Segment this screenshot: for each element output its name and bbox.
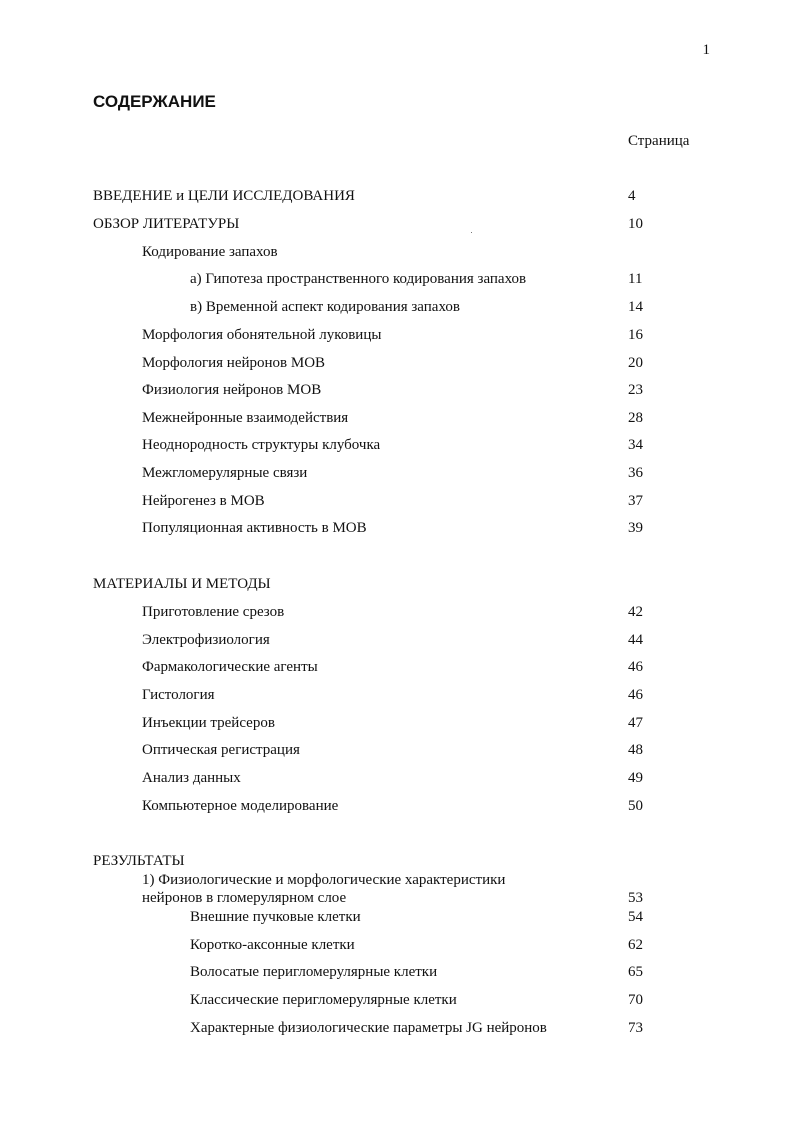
toc-entry-page: 46 [628, 687, 643, 703]
toc-entry-label-line2: нейронов в гломерулярном слое [142, 890, 347, 906]
toc-entry-page: 44 [628, 632, 643, 648]
page-number: 1 [702, 42, 710, 58]
toc-entry-label: Физиология нейронов МОВ [142, 382, 322, 398]
toc-entry-page: 73 [628, 1020, 643, 1036]
toc-entry-optical-recording[interactable] [0, 738, 794, 762]
toc-entry-label: ОБЗОР ЛИТЕРАТУРЫ [93, 216, 240, 232]
toc-entry-page: 53 [628, 890, 643, 906]
toc-entry-label: ВВЕДЕНИЕ и ЦЕЛИ ИССЛЕДОВАНИЯ [93, 188, 355, 204]
toc-entry-label: Волосатые перигломерулярные клетки [190, 964, 438, 980]
toc-entry-label: Гистология [142, 687, 215, 703]
toc-entry-glomerulus-heterogeneity[interactable] [0, 433, 794, 457]
toc-entry-label: Межгломерулярные связи [142, 465, 308, 481]
toc-entry-label: Внешние пучковые клетки [190, 909, 361, 925]
toc-entry-page: 70 [628, 992, 643, 1008]
toc-entry-page: 36 [628, 465, 643, 481]
toc-entry-label: МАТЕРИАЛЫ И МЕТОДЫ [93, 576, 271, 592]
toc-entry-label: Межнейронные взаимодействия [142, 410, 349, 426]
toc-entry-label: Нейрогенез в МОВ [142, 493, 265, 509]
toc-entry-bulb-morphology[interactable] [0, 323, 794, 347]
toc-entry-label: Классические перигломерулярные клетки [190, 992, 457, 1008]
toc-entry-page: 10 [628, 216, 643, 232]
toc-entry-literature-review[interactable] [0, 212, 794, 236]
toc-entry-page: 23 [628, 382, 643, 398]
toc-entry-label: Морфология нейронов МОВ [142, 355, 326, 371]
toc-entry-interneuron-interactions[interactable] [0, 406, 794, 430]
toc-entry-population-activity[interactable] [0, 516, 794, 540]
toc-entry-label: Оптическая регистрация [142, 742, 300, 758]
toc-entry-odor-coding[interactable] [0, 240, 794, 264]
toc-entry-pharmacological-agents[interactable] [0, 655, 794, 679]
toc-entry-label: Электрофизиология [142, 632, 270, 648]
toc-entry-page: 42 [628, 604, 643, 620]
toc-entry-hairy-pg-cells[interactable] [0, 960, 794, 984]
toc-entry-page: 28 [628, 410, 643, 426]
toc-entry-label-line1: 1) Физиологические и морфологические характеристики [142, 872, 506, 888]
toc-entry-short-axon-cells[interactable] [0, 933, 794, 957]
toc-entry-page: 47 [628, 715, 643, 731]
toc-entry-label: в) Временной аспект кодирования запахов [190, 299, 460, 315]
toc-entry-page: 16 [628, 327, 643, 343]
toc-entry-computer-modeling[interactable] [0, 794, 794, 818]
toc-entry-neuron-morphology[interactable] [0, 351, 794, 375]
toc-entry-label: а) Гипотеза пространственного кодирования запахов [190, 271, 527, 287]
toc-entry-page: 14 [628, 299, 643, 315]
toc-entry-label: Неоднородность структуры клубочка [142, 437, 381, 453]
toc-entry-slice-preparation[interactable] [0, 600, 794, 624]
toc-entry-label: Инъекции трейсеров [142, 715, 275, 731]
toc-entry-page: 46 [628, 659, 643, 675]
toc-entry-label: Компьютерное моделирование [142, 798, 339, 814]
toc-entry-neuron-physiology[interactable] [0, 378, 794, 402]
toc-entry-external-tufted-cells[interactable] [0, 905, 794, 929]
toc-entry-label: Коротко-аксонные клетки [190, 937, 355, 953]
page-column-header: Страница [628, 133, 690, 149]
toc-entry-spatial-coding[interactable] [0, 267, 794, 291]
toc-entry-page: 11 [628, 271, 643, 287]
toc-entry-label: Приготовление срезов [142, 604, 285, 620]
toc-entry-classic-pg-cells[interactable] [0, 988, 794, 1012]
toc-entry-page: 65 [628, 964, 643, 980]
toc-entry-jg-physiology-parameters[interactable] [0, 1016, 794, 1040]
toc-entry-temporal-coding[interactable] [0, 295, 794, 319]
toc-entry-page: 37 [628, 493, 643, 509]
toc-entry-page: 48 [628, 742, 643, 758]
toc-entry-label: Популяционная активность в МОВ [142, 520, 367, 536]
toc-entry-histology[interactable] [0, 683, 794, 707]
toc-entry-page: 54 [628, 909, 643, 925]
toc-entry-page: 49 [628, 770, 643, 786]
toc-entry-label: Характерные физиологические параметры JG нейронов [190, 1020, 547, 1036]
page-title: СОДЕРЖАНИЕ [93, 92, 216, 111]
toc-entry-neurogenesis[interactable] [0, 489, 794, 513]
toc-entry-interglomerular-links[interactable] [0, 461, 794, 485]
toc-entry-page: 4 [628, 188, 636, 204]
toc-entry-page: 34 [628, 437, 643, 453]
toc-entry-introduction[interactable] [0, 184, 794, 208]
toc-entry-page: 20 [628, 355, 643, 371]
toc-entry-label: Морфология обонятельной луковицы [142, 327, 382, 343]
toc-entry-materials-methods[interactable] [0, 572, 794, 596]
toc-entry-page: 62 [628, 937, 643, 953]
toc-entry-page: 50 [628, 798, 643, 814]
toc-entry-electrophysiology[interactable] [0, 628, 794, 652]
toc-entry-label: Фармакологические агенты [142, 659, 318, 675]
toc-entry-page: 39 [628, 520, 643, 536]
toc-entry-results[interactable] [0, 849, 794, 873]
toc-entry-label: РЕЗУЛЬТАТЫ [93, 853, 185, 869]
toc-entry-tracer-injections[interactable] [0, 711, 794, 735]
toc-entry-label: Кодирование запахов [142, 244, 278, 260]
toc-entry-label: Анализ данных [142, 770, 241, 786]
toc-entry-data-analysis[interactable] [0, 766, 794, 790]
